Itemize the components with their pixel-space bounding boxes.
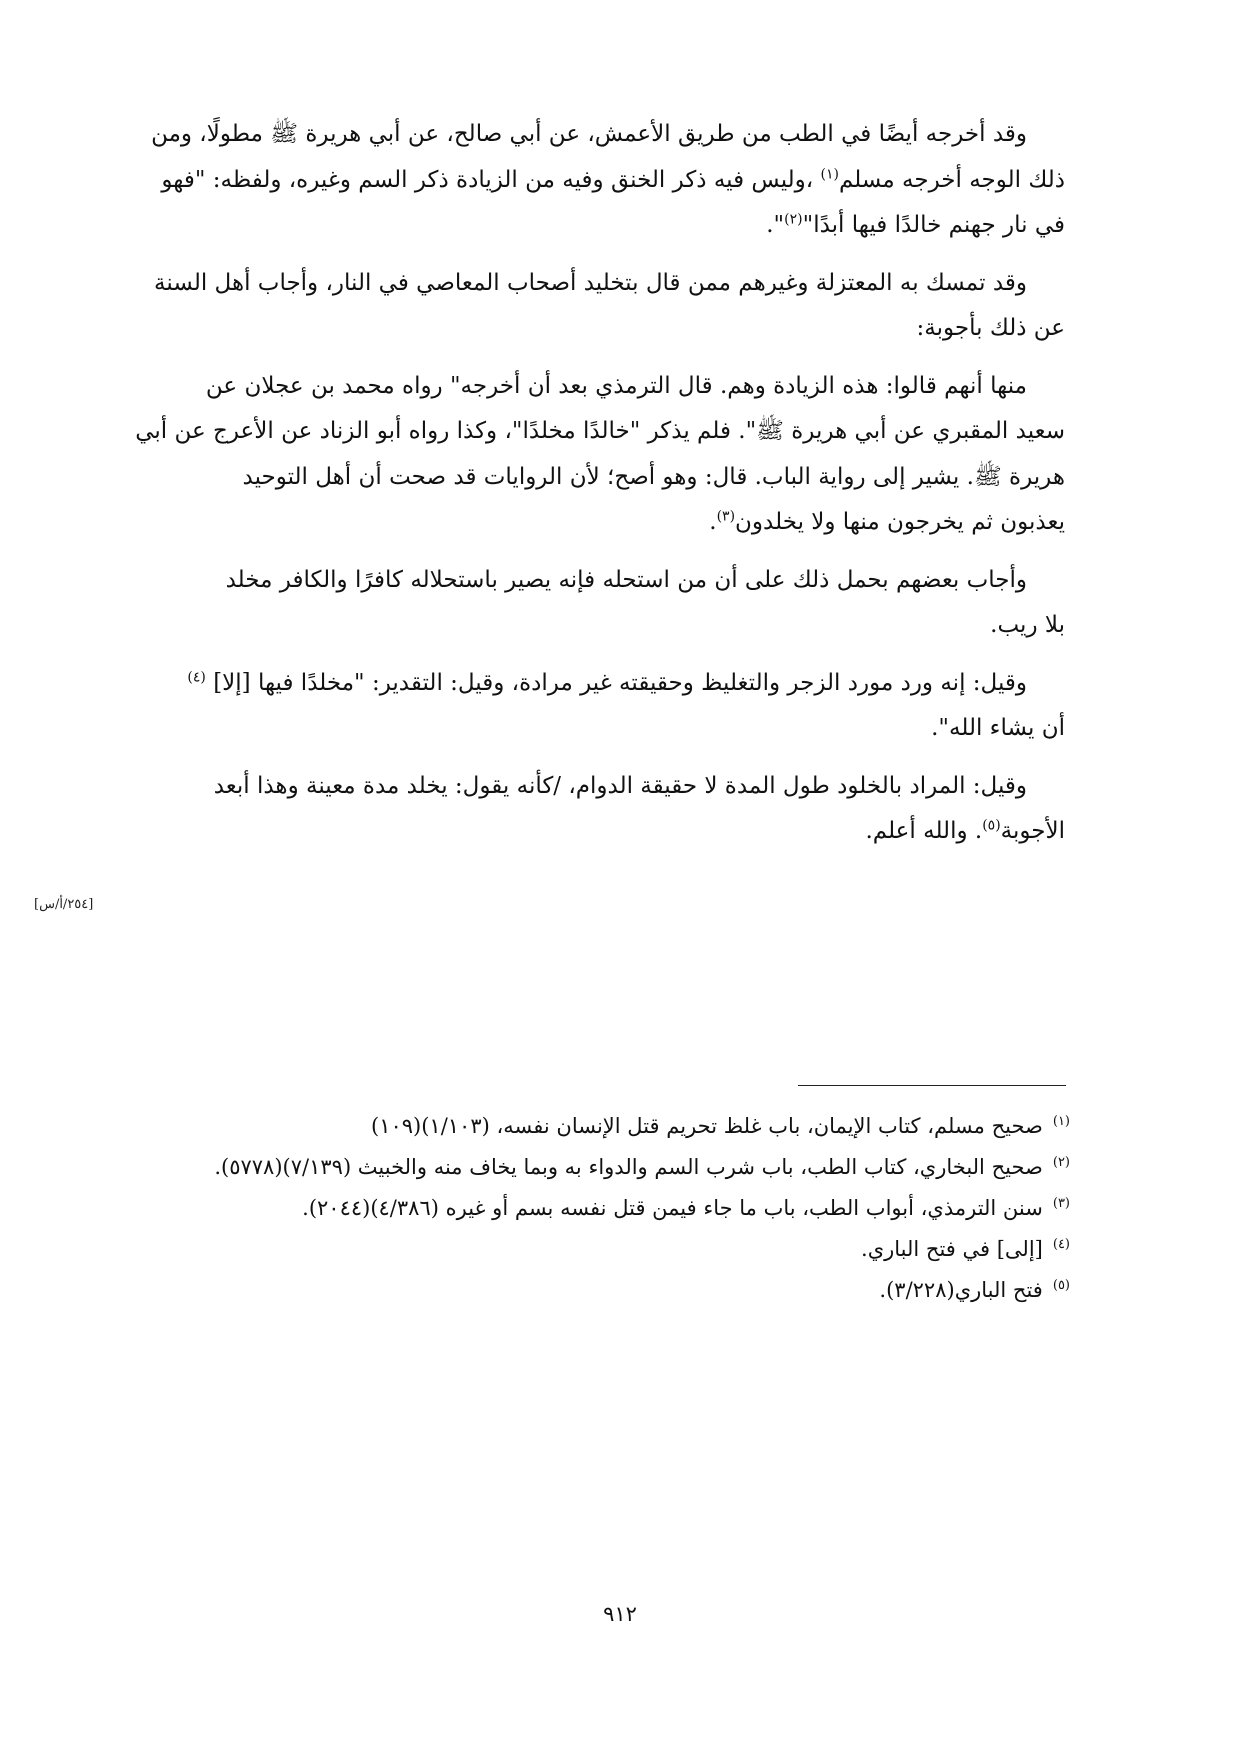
paragraph-6 — [130, 764, 1065, 855]
paragraph-2 — [130, 261, 1065, 352]
text-line: منها أنهم قالوا: هذه الزيادة وهم. قال الترمذي بعد أن أخرجه" رواه محمد بن عجلان عن — [205, 372, 1027, 399]
footnote-item — [130, 1188, 1070, 1229]
footnote-item — [130, 1229, 1070, 1270]
text-line: ذلك الوجه أخرجه مسلم$^{(١)}$ ،وليس فيه ذكر الخنق وفيه من الزيادة ذكر السم وغيره، ولفظه: "فهو — [161, 165, 1065, 193]
page-number: ٩١٢ — [603, 1602, 637, 1626]
footnote-ref[interactable]: (٢) — [784, 211, 803, 228]
footnote-text: صحيح مسلم، كتاب الإيمان، باب غلظ تحريم قتل الإنسان نفسه، (١/١٠٣)(١٠٩) — [370, 1114, 1043, 1138]
footnote-mark: (٢) — [1052, 1155, 1070, 1170]
footnote-mark: (١) — [1052, 1114, 1070, 1129]
footnote-ref[interactable]: (١) — [820, 165, 839, 182]
text-line: وقد تمسك به المعتزلة وغيرهم ممن قال بتخليد أصحاب المعاصي في النار، وأجاب أهل السنة — [154, 269, 1027, 296]
main-text — [130, 112, 1065, 867]
manuscript-folio-note: [٢٥٤/أ/س] — [34, 897, 94, 912]
paragraph-5 — [130, 661, 1065, 752]
footnote-ref[interactable]: (٤) — [187, 668, 206, 685]
footnote-text: فتح الباري(٣/٢٢٨). — [879, 1278, 1043, 1302]
text-line: سعيد المقبري عن أبي هريرة ﷺ". فلم يذكر "خالدًا مخلدًا"، وكذا رواه أبو الزناد عن الأعرج عن أبي — [135, 418, 1065, 444]
text-line: يعذبون ثم يخرجون منها ولا يخلدون$^{(٣)}$. — [709, 508, 1065, 535]
text-line: أن يشاء الله". — [931, 715, 1065, 741]
footnote-ref[interactable]: (٥) — [982, 817, 1001, 834]
footnote-ref[interactable]: (٣) — [716, 508, 736, 525]
text-line: عن ذلك بأجوبة: — [916, 315, 1065, 341]
text-line: بلا ريب. — [990, 612, 1065, 638]
footnote-text: [إلى] في فتح الباري. — [861, 1237, 1043, 1261]
text-line: وقد أخرجه أيضًا في الطب من طريق الأعمش، عن أبي صالح، عن أبي هريرة ﷺ مطولًا، ومن — [151, 121, 1027, 147]
paragraph-3 — [130, 364, 1065, 546]
footnotes — [130, 1106, 1070, 1311]
footnote-mark: (٣) — [1052, 1196, 1070, 1211]
text-line: وقيل: إنه ورد مورد الزجر والتغليظ وحقيقته غير مرادة، وقيل: التقدير: "مخلدًا فيها [إلا] $^{(٤)}$ — [187, 668, 1027, 696]
footnote-item — [130, 1147, 1070, 1188]
footnote-item — [130, 1106, 1070, 1147]
paragraph-1 — [130, 112, 1065, 249]
footnote-mark: (٥) — [1052, 1278, 1070, 1293]
text-line: وقيل: المراد بالخلود طول المدة لا حقيقة الدوام، /كأنه يقول: يخلد مدة معينة وهذا أبعد — [213, 772, 1027, 799]
text-line: وأجاب بعضهم بحمل ذلك على أن من استحله فإنه يصير باستحلاله كافرًا والكافر مخلد — [225, 566, 1027, 593]
footnote-text: سنن الترمذي، أبواب الطب، باب ما جاء فيمن قتل نفسه بسم أو غيره (٤/٣٨٦)(٢٠٤٤). — [302, 1196, 1043, 1220]
footnote-separator — [798, 1085, 1066, 1086]
text-line: الأجوبة$^{(٥)}$. والله أعلم. — [865, 817, 1065, 844]
paragraph-4 — [130, 558, 1065, 649]
text-line: في نار جهنم خالدًا فيها أبدًا"$^{(٢)}$". — [766, 211, 1065, 238]
footnote-item — [130, 1270, 1070, 1311]
footnote-text: صحيح البخاري، كتاب الطب، باب شرب السم والدواء به وبما يخاف منه والخبيث (٧/١٣٩)(٥٧٧٨). — [214, 1155, 1043, 1179]
footnote-mark: (٤) — [1052, 1237, 1070, 1252]
text-line: هريرة ﷺ. يشير إلى رواية الباب. قال: وهو أصح؛ لأن الروايات قد صحت أن أهل التوحيد — [242, 463, 1065, 490]
